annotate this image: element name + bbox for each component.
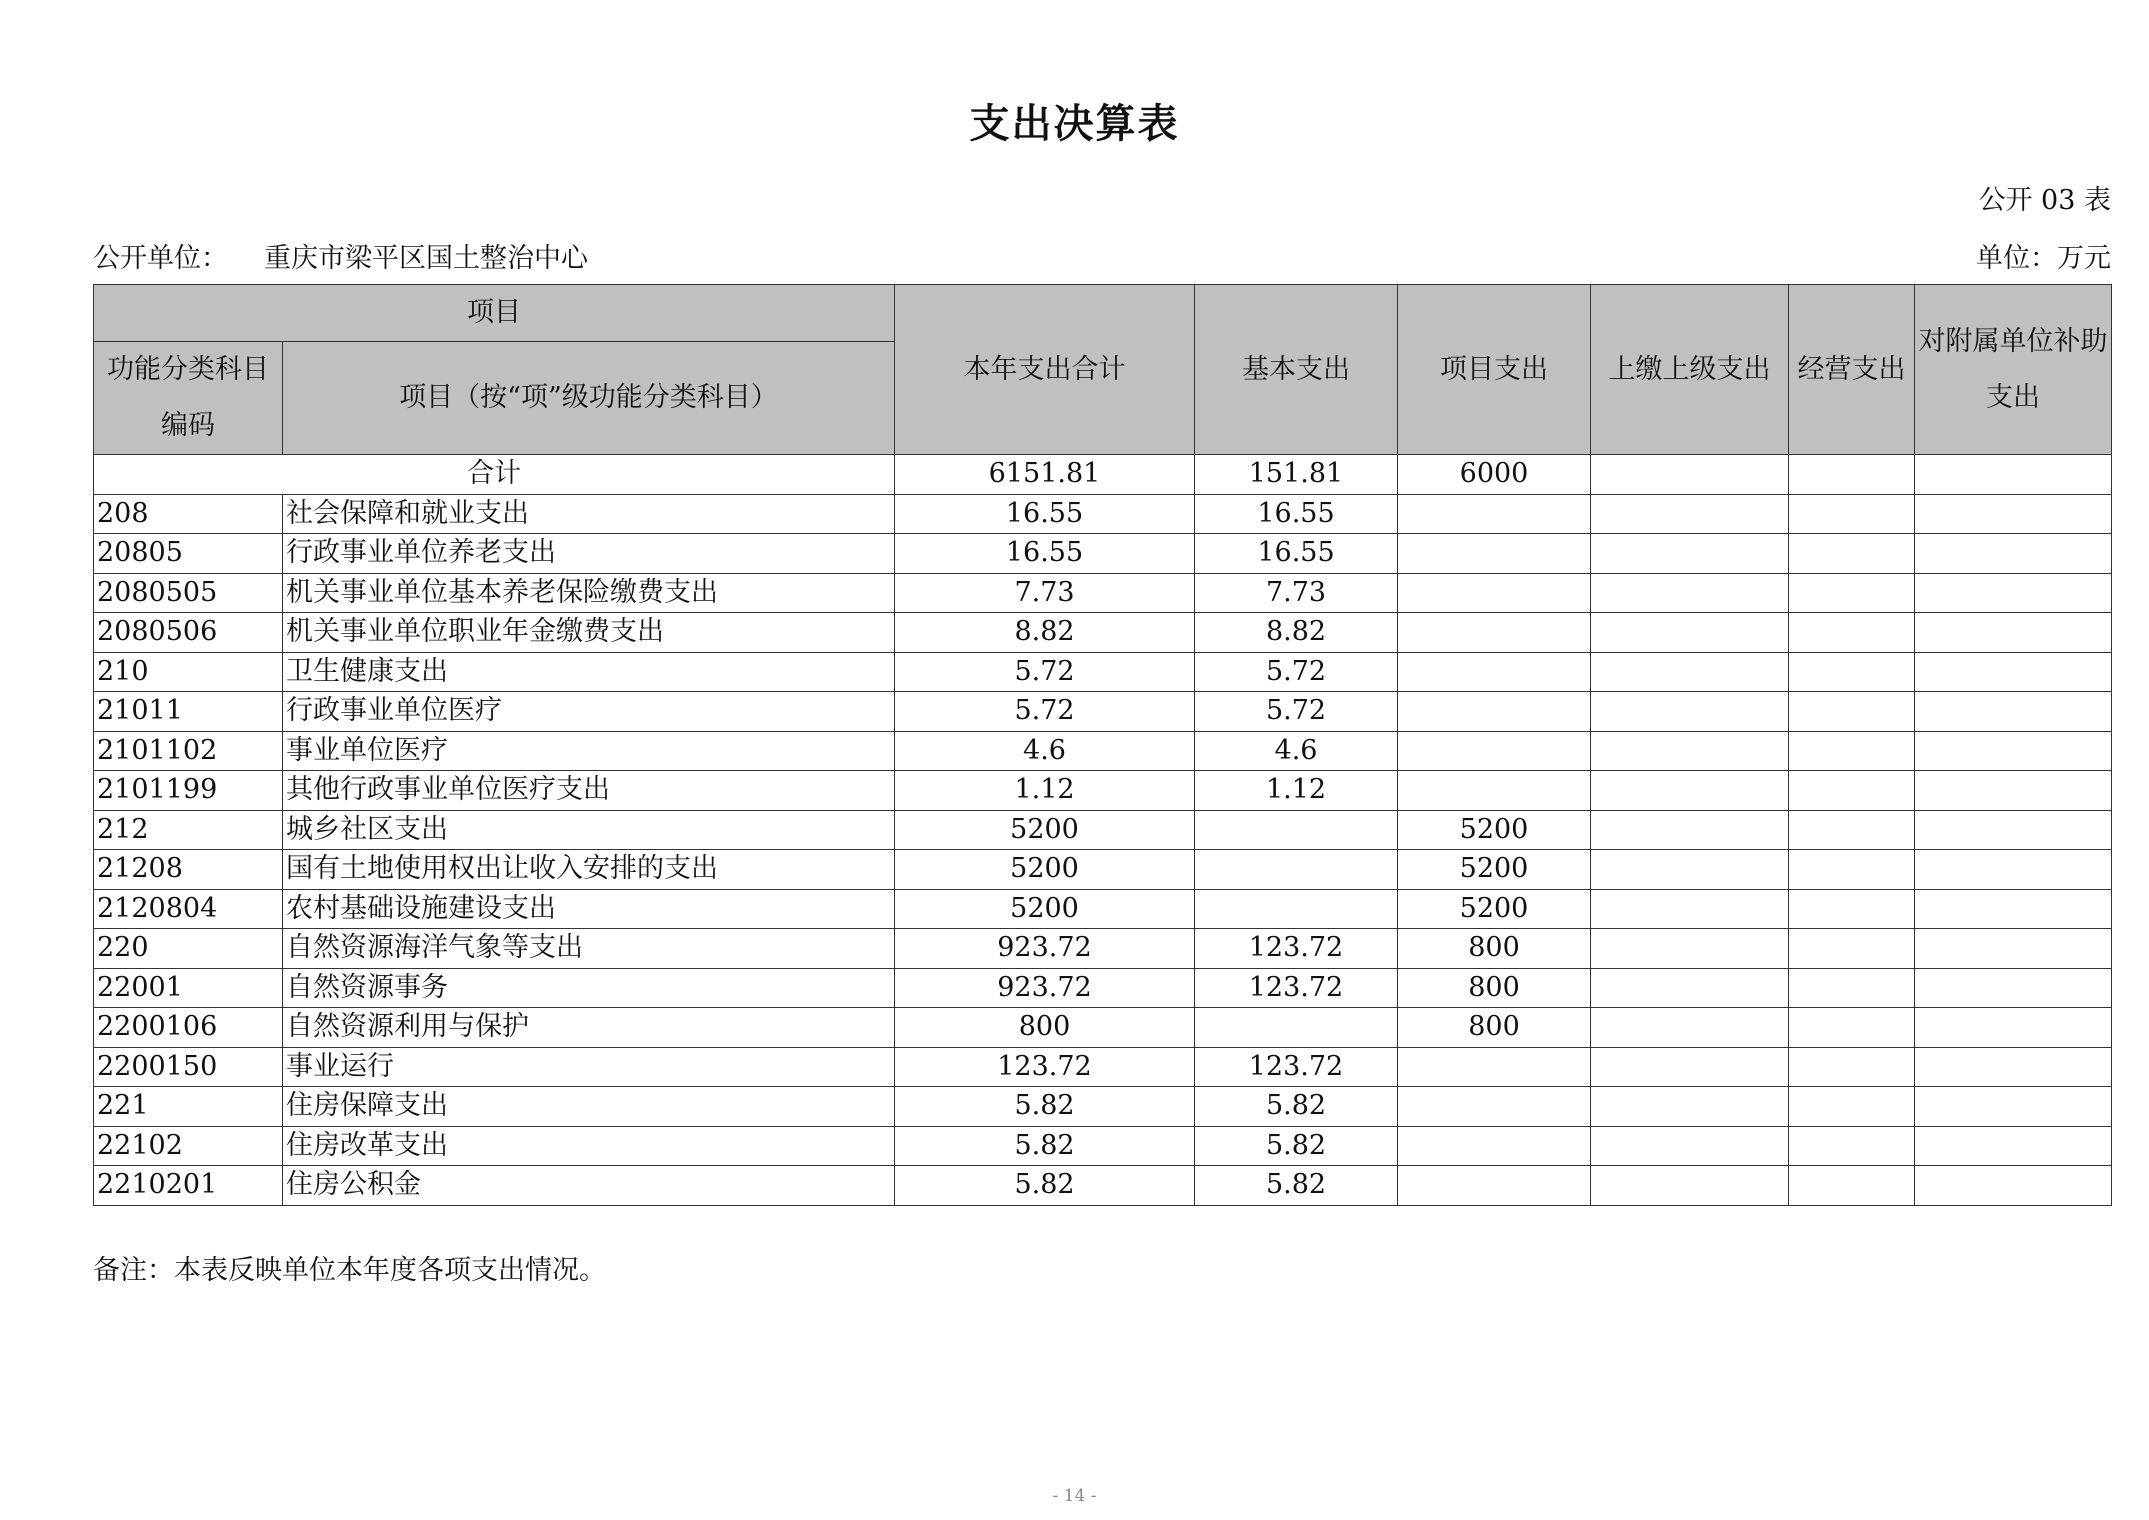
item-name-cell: 事业运行 [283, 1047, 895, 1087]
upper-cell [1591, 1087, 1789, 1127]
code-cell: 22102 [94, 1126, 283, 1166]
item-name-cell: 事业单位医疗 [283, 731, 895, 771]
subsidy-cell [1915, 929, 2112, 969]
project-cell: 6000 [1398, 455, 1591, 495]
project-cell [1398, 494, 1591, 534]
item-name-cell: 自然资源利用与保护 [283, 1008, 895, 1048]
unit-name: 重庆市梁平区国土整治中心 [264, 243, 588, 274]
upper-cell [1591, 692, 1789, 732]
total-cell: 5.82 [895, 1166, 1195, 1206]
upper-cell [1591, 494, 1789, 534]
business-cell [1789, 534, 1915, 574]
business-cell [1789, 968, 1915, 1008]
total-cell: 123.72 [895, 1047, 1195, 1087]
table-row [94, 613, 2112, 653]
basic-cell: 151.81 [1195, 455, 1398, 495]
page-number: - 14 - [1052, 1486, 1097, 1506]
item-name-cell: 城乡社区支出 [283, 810, 895, 850]
item-name-cell: 住房改革支出 [283, 1126, 895, 1166]
item-name-cell: 行政事业单位养老支出 [283, 534, 895, 574]
project-cell [1398, 1166, 1591, 1206]
basic-cell: 5.82 [1195, 1166, 1398, 1206]
business-cell [1789, 1166, 1915, 1206]
total-cell: 8.82 [895, 613, 1195, 653]
upper-cell [1591, 771, 1789, 811]
total-cell: 5200 [895, 850, 1195, 890]
item-name-cell: 其他行政事业单位医疗支出 [283, 771, 895, 811]
item-name-cell: 机关事业单位基本养老保险缴费支出 [283, 573, 895, 613]
subsidy-cell [1915, 573, 2112, 613]
subsidy-cell [1915, 692, 2112, 732]
total-cell: 5.82 [895, 1126, 1195, 1166]
basic-cell: 5.72 [1195, 692, 1398, 732]
subsidy-cell [1915, 455, 2112, 495]
upper-cell [1591, 573, 1789, 613]
item-name-cell: 住房公积金 [283, 1166, 895, 1206]
upper-cell [1591, 889, 1789, 929]
code-cell: 2200150 [94, 1047, 283, 1087]
table-row [94, 968, 2112, 1008]
code-cell: 2101102 [94, 731, 283, 771]
subsidy-cell [1915, 731, 2112, 771]
project-cell [1398, 1087, 1591, 1127]
project-cell [1398, 771, 1591, 811]
table-row [94, 810, 2112, 850]
project-cell [1398, 534, 1591, 574]
item-name-cell: 卫生健康支出 [283, 652, 895, 692]
business-cell [1789, 889, 1915, 929]
total-cell: 6151.81 [895, 455, 1195, 495]
code-cell: 2101199 [94, 771, 283, 811]
header-item: 项目（按“项”级功能分类科目） [283, 342, 895, 455]
item-name-cell: 自然资源事务 [283, 968, 895, 1008]
business-cell [1789, 929, 1915, 969]
total-cell: 923.72 [895, 968, 1195, 1008]
table-row [94, 850, 2112, 890]
upper-cell [1591, 534, 1789, 574]
upper-cell [1591, 1166, 1789, 1206]
upper-cell [1591, 850, 1789, 890]
total-cell: 5200 [895, 889, 1195, 929]
total-cell: 16.55 [895, 534, 1195, 574]
table-row [94, 534, 2112, 574]
table-row [94, 692, 2112, 732]
basic-cell [1195, 810, 1398, 850]
project-cell: 5200 [1398, 889, 1591, 929]
page-title: 支出决算表 [969, 100, 1180, 147]
business-cell [1789, 771, 1915, 811]
business-cell [1789, 494, 1915, 534]
header-total: 本年支出合计 [895, 285, 1195, 455]
code-cell: 2080506 [94, 613, 283, 653]
subsidy-cell [1915, 1126, 2112, 1166]
total-cell: 5.72 [895, 652, 1195, 692]
code-cell: 212 [94, 810, 283, 850]
subsidy-cell [1915, 534, 2112, 574]
table-row [94, 494, 2112, 534]
upper-cell [1591, 1008, 1789, 1048]
header-project-expenditure: 项目支出 [1398, 285, 1591, 455]
basic-cell: 7.73 [1195, 573, 1398, 613]
code-cell: 22001 [94, 968, 283, 1008]
business-cell [1789, 810, 1915, 850]
code-cell: 208 [94, 494, 283, 534]
subsidy-cell [1915, 968, 2112, 1008]
subsidy-cell [1915, 613, 2112, 653]
total-cell: 5200 [895, 810, 1195, 850]
footnote: 备注：本表反映单位本年度各项支出情况。 [93, 1255, 606, 1286]
basic-cell: 5.72 [1195, 652, 1398, 692]
basic-cell [1195, 1008, 1398, 1048]
basic-cell [1195, 889, 1398, 929]
table-row [94, 731, 2112, 771]
total-cell: 1.12 [895, 771, 1195, 811]
code-cell: 2200106 [94, 1008, 283, 1048]
upper-cell [1591, 455, 1789, 495]
upper-cell [1591, 968, 1789, 1008]
code-cell: 20805 [94, 534, 283, 574]
business-cell [1789, 1087, 1915, 1127]
code-cell: 220 [94, 929, 283, 969]
project-cell [1398, 652, 1591, 692]
basic-cell: 16.55 [1195, 534, 1398, 574]
code-cell: 2120804 [94, 889, 283, 929]
upper-cell [1591, 1126, 1789, 1166]
basic-cell: 4.6 [1195, 731, 1398, 771]
item-name-cell: 住房保障支出 [283, 1087, 895, 1127]
basic-cell: 123.72 [1195, 929, 1398, 969]
money-unit: 单位：万元 [1976, 243, 2111, 274]
table-row [94, 1047, 2112, 1087]
project-cell [1398, 1126, 1591, 1166]
upper-cell [1591, 810, 1789, 850]
item-name-cell: 社会保障和就业支出 [283, 494, 895, 534]
subsidy-cell [1915, 1047, 2112, 1087]
table-row [94, 1087, 2112, 1127]
business-cell [1789, 573, 1915, 613]
project-cell: 5200 [1398, 850, 1591, 890]
project-cell [1398, 613, 1591, 653]
item-name-cell: 机关事业单位职业年金缴费支出 [283, 613, 895, 653]
code-cell: 21208 [94, 850, 283, 890]
basic-cell [1195, 850, 1398, 890]
item-name-cell: 自然资源海洋气象等支出 [283, 929, 895, 969]
total-cell: 800 [895, 1008, 1195, 1048]
total-cell: 4.6 [895, 731, 1195, 771]
subsidy-cell [1915, 771, 2112, 811]
business-cell [1789, 455, 1915, 495]
code-cell: 2080505 [94, 573, 283, 613]
basic-cell: 1.12 [1195, 771, 1398, 811]
project-cell [1398, 692, 1591, 732]
business-cell [1789, 1047, 1915, 1087]
business-cell [1789, 731, 1915, 771]
unit-info [93, 236, 2111, 275]
project-cell: 5200 [1398, 810, 1591, 850]
project-cell: 800 [1398, 929, 1591, 969]
business-cell [1789, 613, 1915, 653]
business-cell [1789, 1126, 1915, 1166]
upper-cell [1591, 1047, 1789, 1087]
business-cell [1789, 1008, 1915, 1048]
header-code: 功能分类科目编码 [94, 342, 283, 455]
basic-cell: 123.72 [1195, 968, 1398, 1008]
header-project: 项目 [94, 285, 895, 342]
subsidy-cell [1915, 1087, 2112, 1127]
total-cell: 5.72 [895, 692, 1195, 732]
project-cell: 800 [1398, 1008, 1591, 1048]
subsidy-cell [1915, 850, 2112, 890]
total-cell: 5.82 [895, 1087, 1195, 1127]
total-cell: 7.73 [895, 573, 1195, 613]
upper-cell [1591, 613, 1789, 653]
code-cell: 2210201 [94, 1166, 283, 1206]
total-cell: 923.72 [895, 929, 1195, 969]
table-number: 公开 03 表 [1978, 185, 2111, 216]
table-body [94, 455, 2112, 1206]
code-cell: 210 [94, 652, 283, 692]
project-cell [1398, 573, 1591, 613]
table-row [94, 1008, 2112, 1048]
subsidy-cell [1915, 1008, 2112, 1048]
header-business: 经营支出 [1789, 285, 1915, 455]
table-row [94, 929, 2112, 969]
code-cell: 21011 [94, 692, 283, 732]
unit-org [93, 236, 588, 275]
basic-cell: 123.72 [1195, 1047, 1398, 1087]
table-row [94, 652, 2112, 692]
table-row [94, 1166, 2112, 1206]
basic-cell: 5.82 [1195, 1126, 1398, 1166]
subsidy-cell [1915, 810, 2112, 850]
unit-label: 公开单位： [93, 243, 228, 274]
header-basic: 基本支出 [1195, 285, 1398, 455]
subsidy-cell [1915, 652, 2112, 692]
business-cell [1789, 652, 1915, 692]
upper-cell [1591, 731, 1789, 771]
table-row [94, 771, 2112, 811]
business-cell [1789, 850, 1915, 890]
basic-cell: 8.82 [1195, 613, 1398, 653]
table-header [94, 285, 2112, 455]
basic-cell: 16.55 [1195, 494, 1398, 534]
table-row [94, 1126, 2112, 1166]
total-cell: 16.55 [895, 494, 1195, 534]
subsidy-cell [1915, 889, 2112, 929]
upper-cell [1591, 652, 1789, 692]
total-label: 合计 [94, 455, 895, 495]
subsidy-cell [1915, 494, 2112, 534]
basic-cell: 5.82 [1195, 1087, 1398, 1127]
project-cell: 800 [1398, 968, 1591, 1008]
item-name-cell: 国有土地使用权出让收入安排的支出 [283, 850, 895, 890]
header-upper: 上缴上级支出 [1591, 285, 1789, 455]
project-cell [1398, 1047, 1591, 1087]
table-row [94, 573, 2112, 613]
code-cell: 221 [94, 1087, 283, 1127]
item-name-cell: 行政事业单位医疗 [283, 692, 895, 732]
table-row [94, 889, 2112, 929]
item-name-cell: 农村基础设施建设支出 [283, 889, 895, 929]
subsidy-cell [1915, 1166, 2112, 1206]
expenditure-table [93, 284, 2112, 1206]
header-subsidy: 对附属单位补助支出 [1915, 285, 2112, 455]
business-cell [1789, 692, 1915, 732]
upper-cell [1591, 929, 1789, 969]
project-cell [1398, 731, 1591, 771]
total-row [94, 455, 2112, 495]
